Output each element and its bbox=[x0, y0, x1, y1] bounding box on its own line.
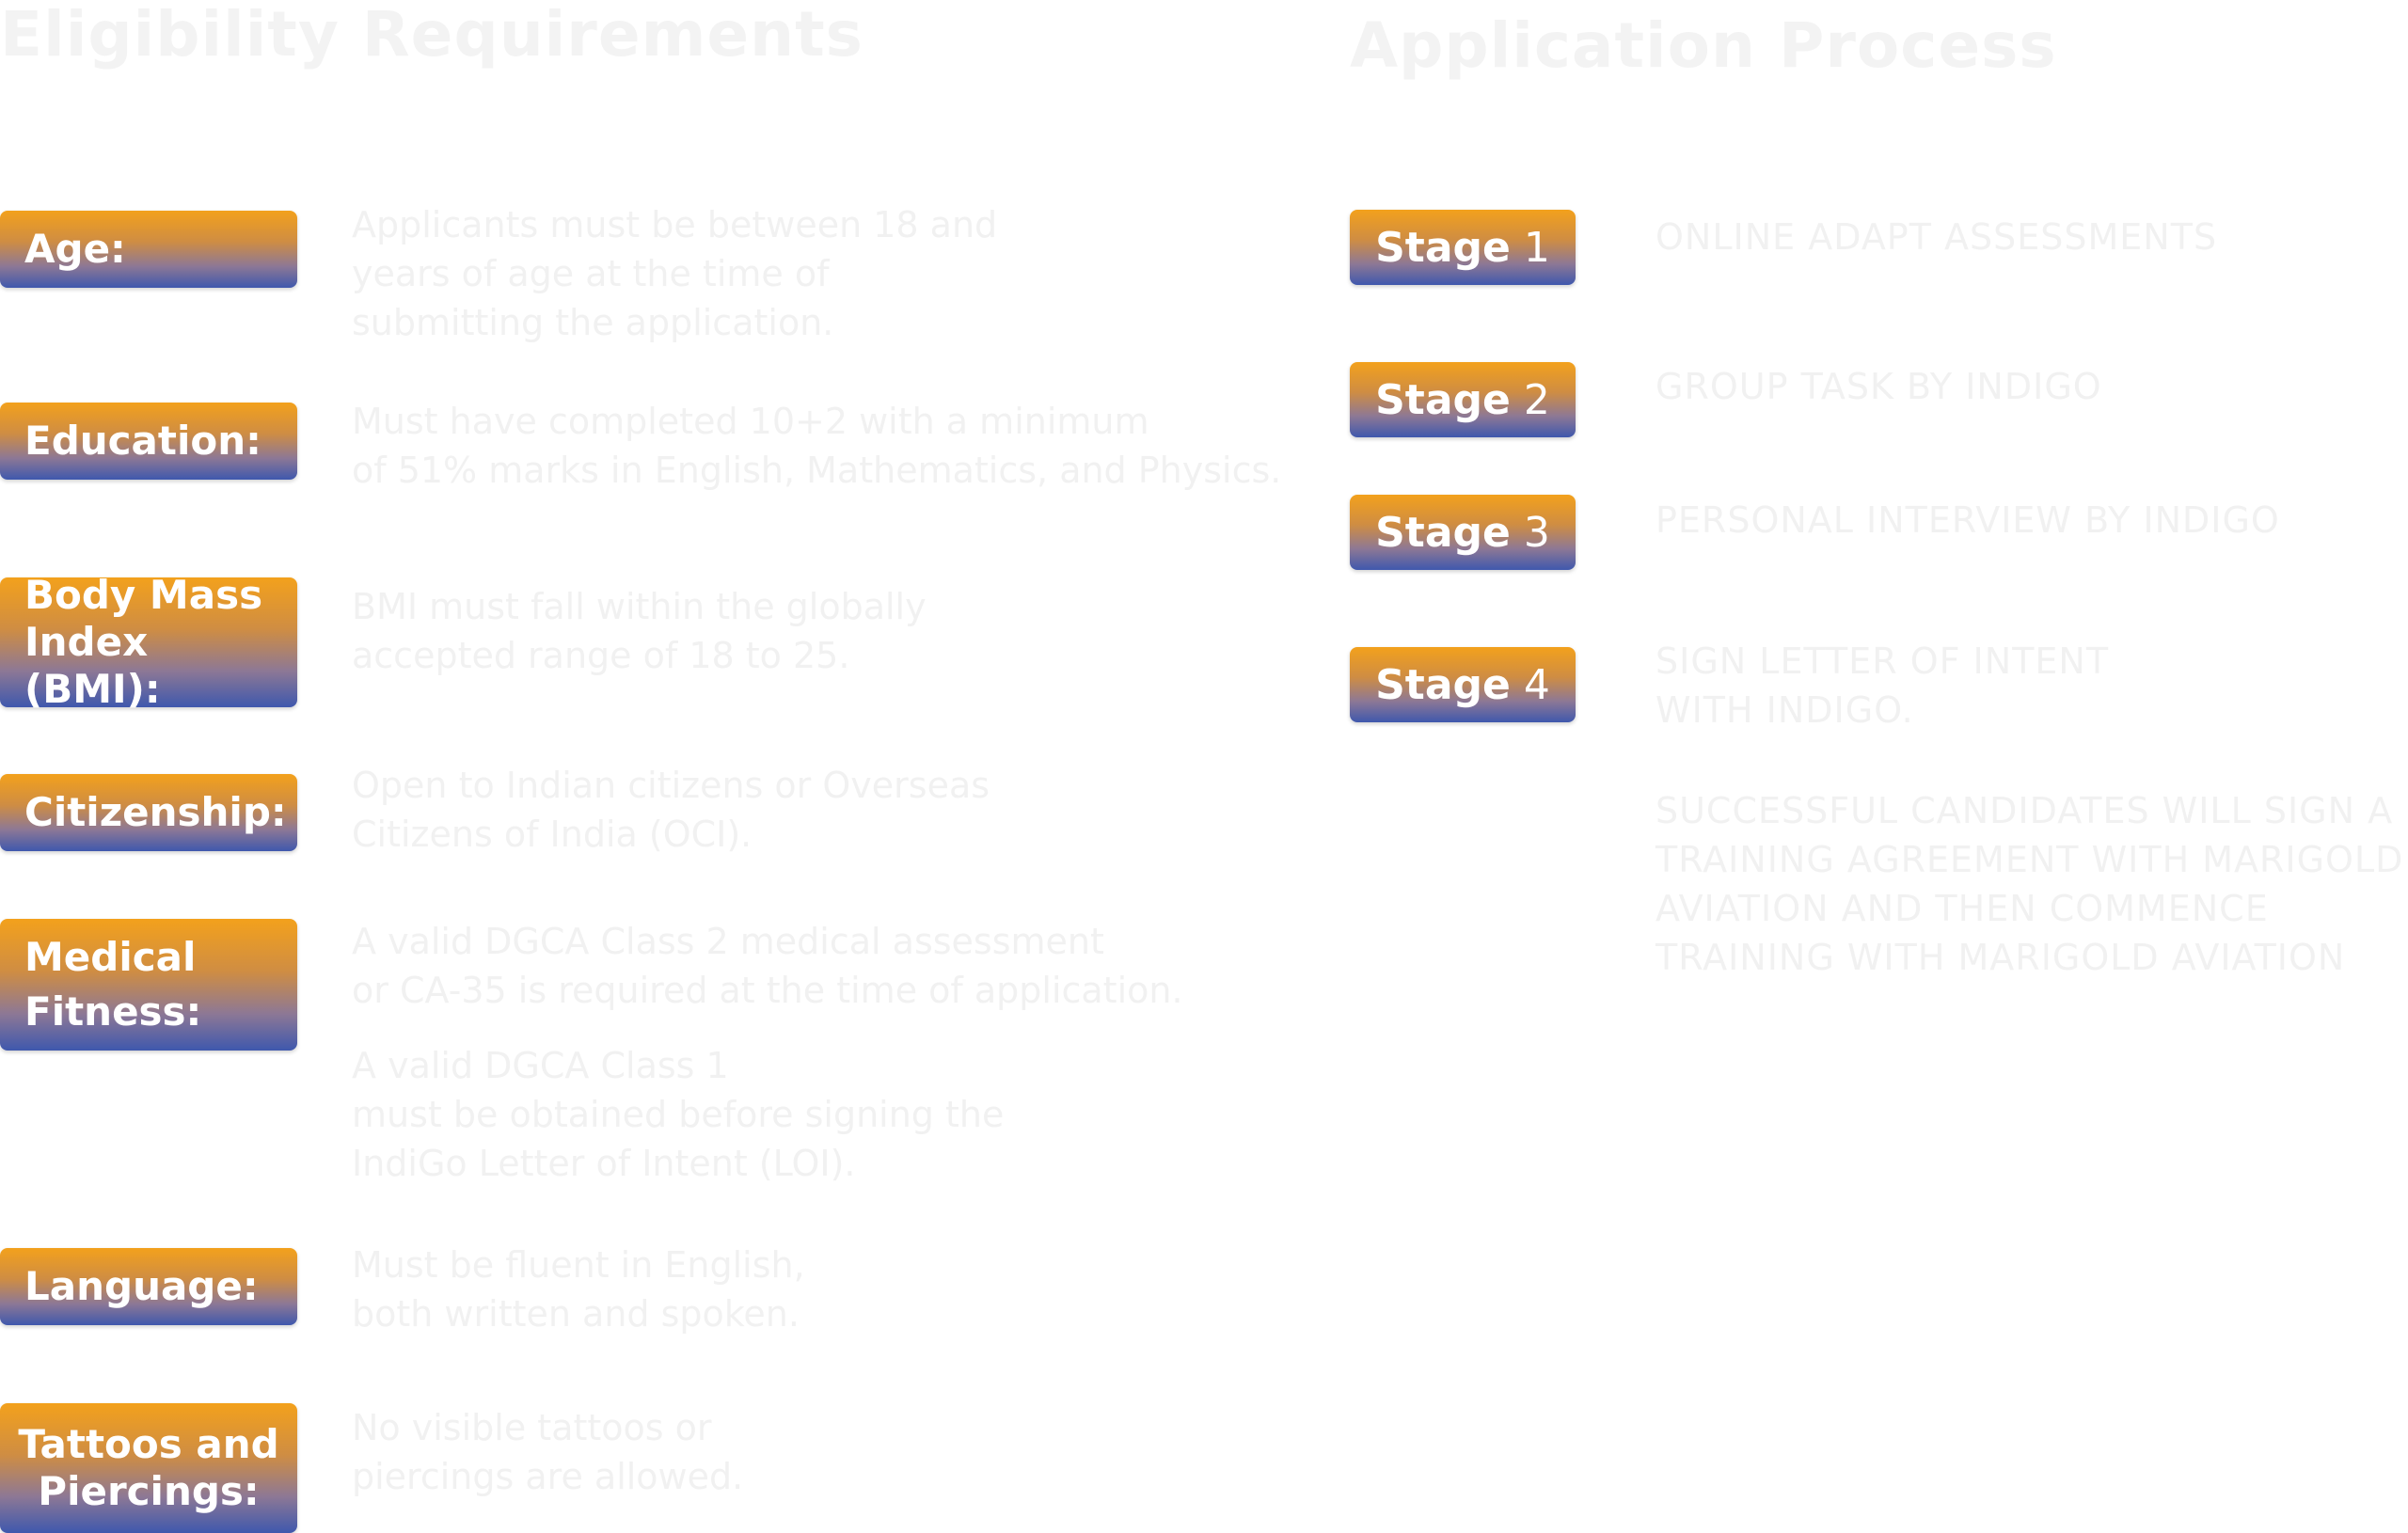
stage-2-badge bbox=[1350, 362, 1576, 437]
stage-word: Stage bbox=[1375, 660, 1511, 709]
stage-1-description: ONLINE ADAPT ASSESSMENTS bbox=[1656, 216, 2218, 258]
process-note: SUCCESSFUL CANDIDATES WILL SIGN A TRAINING AGREEMENT WITH MARIGOLD AVIATION AND THEN COMMENCE TRAINING WITH MARIGOLD AVIATION bbox=[1656, 790, 2404, 978]
bmi-description: BMI must fall within the globally accepted range of 18 to 25. bbox=[352, 586, 927, 676]
medical-fitness-description: A valid DGCA Class 2 medical assessment or CA-35 is required at the time of application. bbox=[352, 921, 1183, 1011]
education-description: Must have completed 10+2 with a minimum of 51% marks in English, Mathematics, and Physics. bbox=[352, 401, 1282, 491]
bmi-badge: Body Mass Index (BMI): bbox=[0, 577, 297, 707]
process-title: Application Process bbox=[1350, 9, 2057, 82]
age-description: Applicants must be between 18 and years of age at the time of submitting the application. bbox=[352, 204, 998, 343]
stage-3-badge bbox=[1350, 495, 1576, 570]
stage-number: 3 bbox=[1523, 508, 1550, 557]
language-badge: Language: bbox=[0, 1248, 297, 1325]
education-badge: Education: bbox=[0, 403, 297, 480]
citizenship-description: Open to Indian citizens or Overseas Citizens of India (OCI). bbox=[352, 765, 990, 855]
medical-fitness-badge: Medical Fitness: bbox=[0, 919, 297, 1051]
stage-4-description: SIGN LETTER OF INTENT WITH INDIGO. bbox=[1656, 640, 2110, 731]
age-badge: Age: bbox=[0, 211, 297, 288]
stage-number: 1 bbox=[1523, 223, 1550, 272]
stage-2-description: GROUP TASK BY INDIGO bbox=[1656, 366, 2102, 407]
stage-word: Stage bbox=[1375, 223, 1511, 272]
stage-word: Stage bbox=[1375, 508, 1511, 557]
stage-word: Stage bbox=[1375, 375, 1511, 424]
stage-4-badge bbox=[1350, 647, 1576, 722]
language-description: Must be fluent in English, both written and spoken. bbox=[352, 1244, 805, 1335]
medical-fitness-note: A valid DGCA Class 1 must be obtained before signing the IndiGo Letter of Intent (LOI). bbox=[352, 1045, 1005, 1184]
stage-1-badge bbox=[1350, 210, 1576, 285]
stage-number: 4 bbox=[1523, 660, 1550, 709]
tattoos-piercings-description: No visible tattoos or piercings are allowed. bbox=[352, 1407, 744, 1497]
eligibility-title: Eligibility Requirements bbox=[0, 0, 863, 71]
tattoos-piercings-badge: Tattoos and Piercings: bbox=[0, 1403, 297, 1533]
citizenship-badge: Citizenship: bbox=[0, 774, 297, 851]
stage-number: 2 bbox=[1523, 375, 1550, 424]
stage-3-description: PERSONAL INTERVIEW BY INDIGO bbox=[1656, 499, 2280, 541]
